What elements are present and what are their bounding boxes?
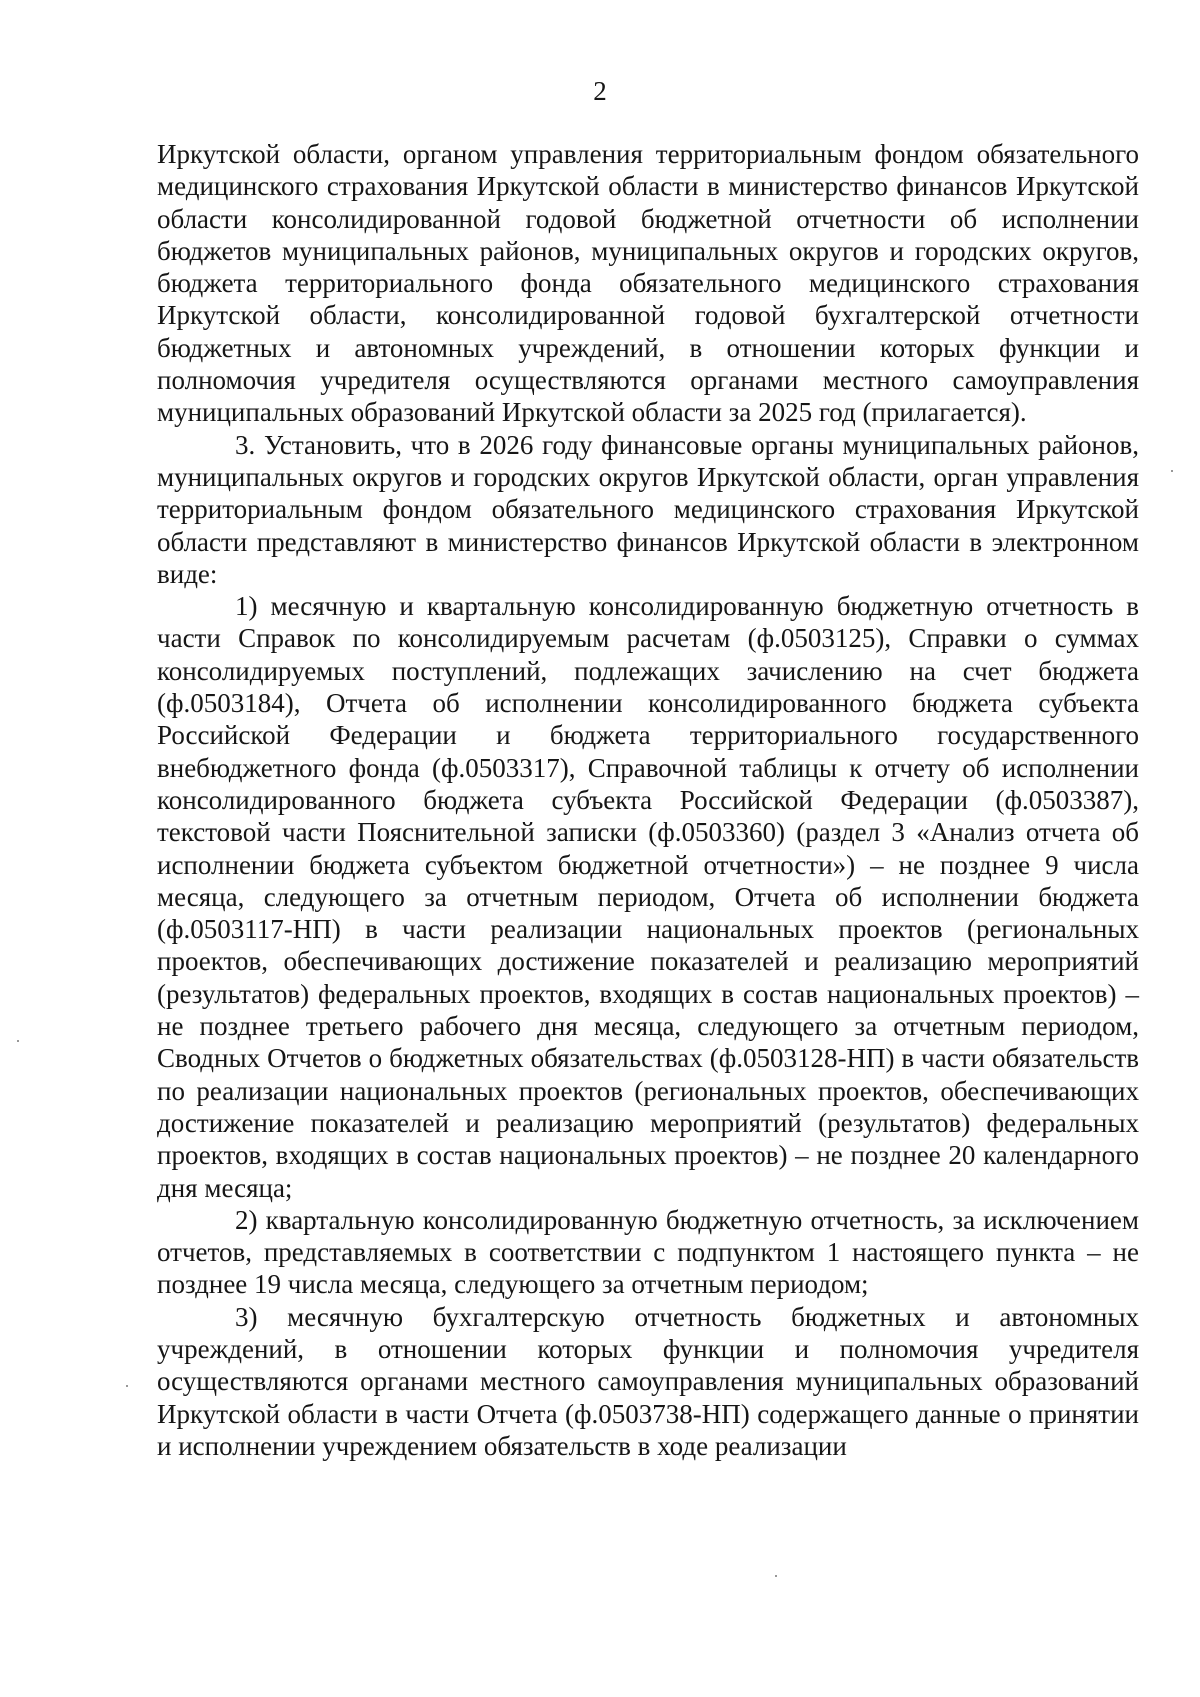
- paragraph-subitem-2: 2) квартальную консолидированную бюджетную отчетность, за исключением отчетов, представляемых в соответствии с подпунктом 1 настоящего пункта – не позднее 19 числа месяца, следующего за отчетным периодом;: [157, 1204, 1139, 1300]
- scan-speck: [17, 1040, 19, 1042]
- paragraph-subitem-1: 1) месячную и квартальную консолидированную бюджетную отчетность в части Справок по консолидируемым расчетам (ф.0503125), Справки о суммах консолидируемых поступлений, подлежащих зачислению на счет бюджета (ф.0503184), Отчета об исполнении консолидированного бюджета субъекта Российской Федерации и бюджета территориального государственного внебюджетного фонда (ф.0503317), Справочной таблицы к отчету об исполнении консолидированного бюджета субъекта Российской Федерации (ф.0503387), текстовой части Пояснительной записки (ф.0503360) (раздел 3 «Анализ отчета об исполнении бюджета субъектом бюджетной отчетности») – не позднее 9 числа месяца, следующего за отчетным периодом, Отчета об исполнении бюджета (ф.0503117-НП) в части реализации национальных проектов (региональных проектов, обеспечивающих достижение показателей и реализацию мероприятий (результатов) федеральных проектов, входящих в состав национальных проектов) – не позднее третьего рабочего дня месяца, следующего за отчетным периодом, Сводных Отчетов о бюджетных обязательствах (ф.0503128-НП) в части обязательств по реализации национальных проектов (региональных проектов, обеспечивающих достижение показателей и реализацию мероприятий (результатов) федеральных проектов, входящих в состав национальных проектов) – не позднее 20 календарного дня месяца;: [157, 591, 1139, 1203]
- scan-speck: [775, 1575, 777, 1577]
- paragraph-subitem-3: 3) месячную бухгалтерскую отчетность бюджетных и автономных учреждений, в отношении которых функции и полномочия учредителя осуществляются органами местного самоуправления муниципальных образований Иркутской области в части Отчета (ф.0503738-НП) содержащего данные о принятии и исполнении учреждением обязательств в ходе реализации: [157, 1301, 1139, 1461]
- paragraph-continuation: Иркутской области, органом управления территориальным фондом обязательного медицинского страхования Иркутской области в министерство финансов Иркутской области консолидированной годовой бюджетной отчетности об исполнении бюджетов муниципальных районов, муниципальных округов и городских округов, бюджета территориального фонда обязательного медицинского страхования Иркутской области, консолидированной годовой бухгалтерской отчетности бюджетных и автономных учреждений, в отношении которых функции и полномочия учредителя осуществляются органами местного самоуправления муниципальных образований Иркутской области за 2025 год (прилагается).: [157, 139, 1139, 428]
- scan-speck: [126, 1385, 128, 1387]
- document-body: [157, 138, 1139, 1462]
- paragraph-item-3: 3. Установить, что в 2026 году финансовые органы муниципальных районов, муниципальных округов и городских округов Иркутской области, орган управления территориальным фондом обязательного медицинского страхования Иркутской области представляют в министерство финансов Иркутской области в электронном виде:: [157, 429, 1139, 589]
- page-number: 2: [593, 76, 607, 106]
- scan-speck: [1171, 470, 1173, 472]
